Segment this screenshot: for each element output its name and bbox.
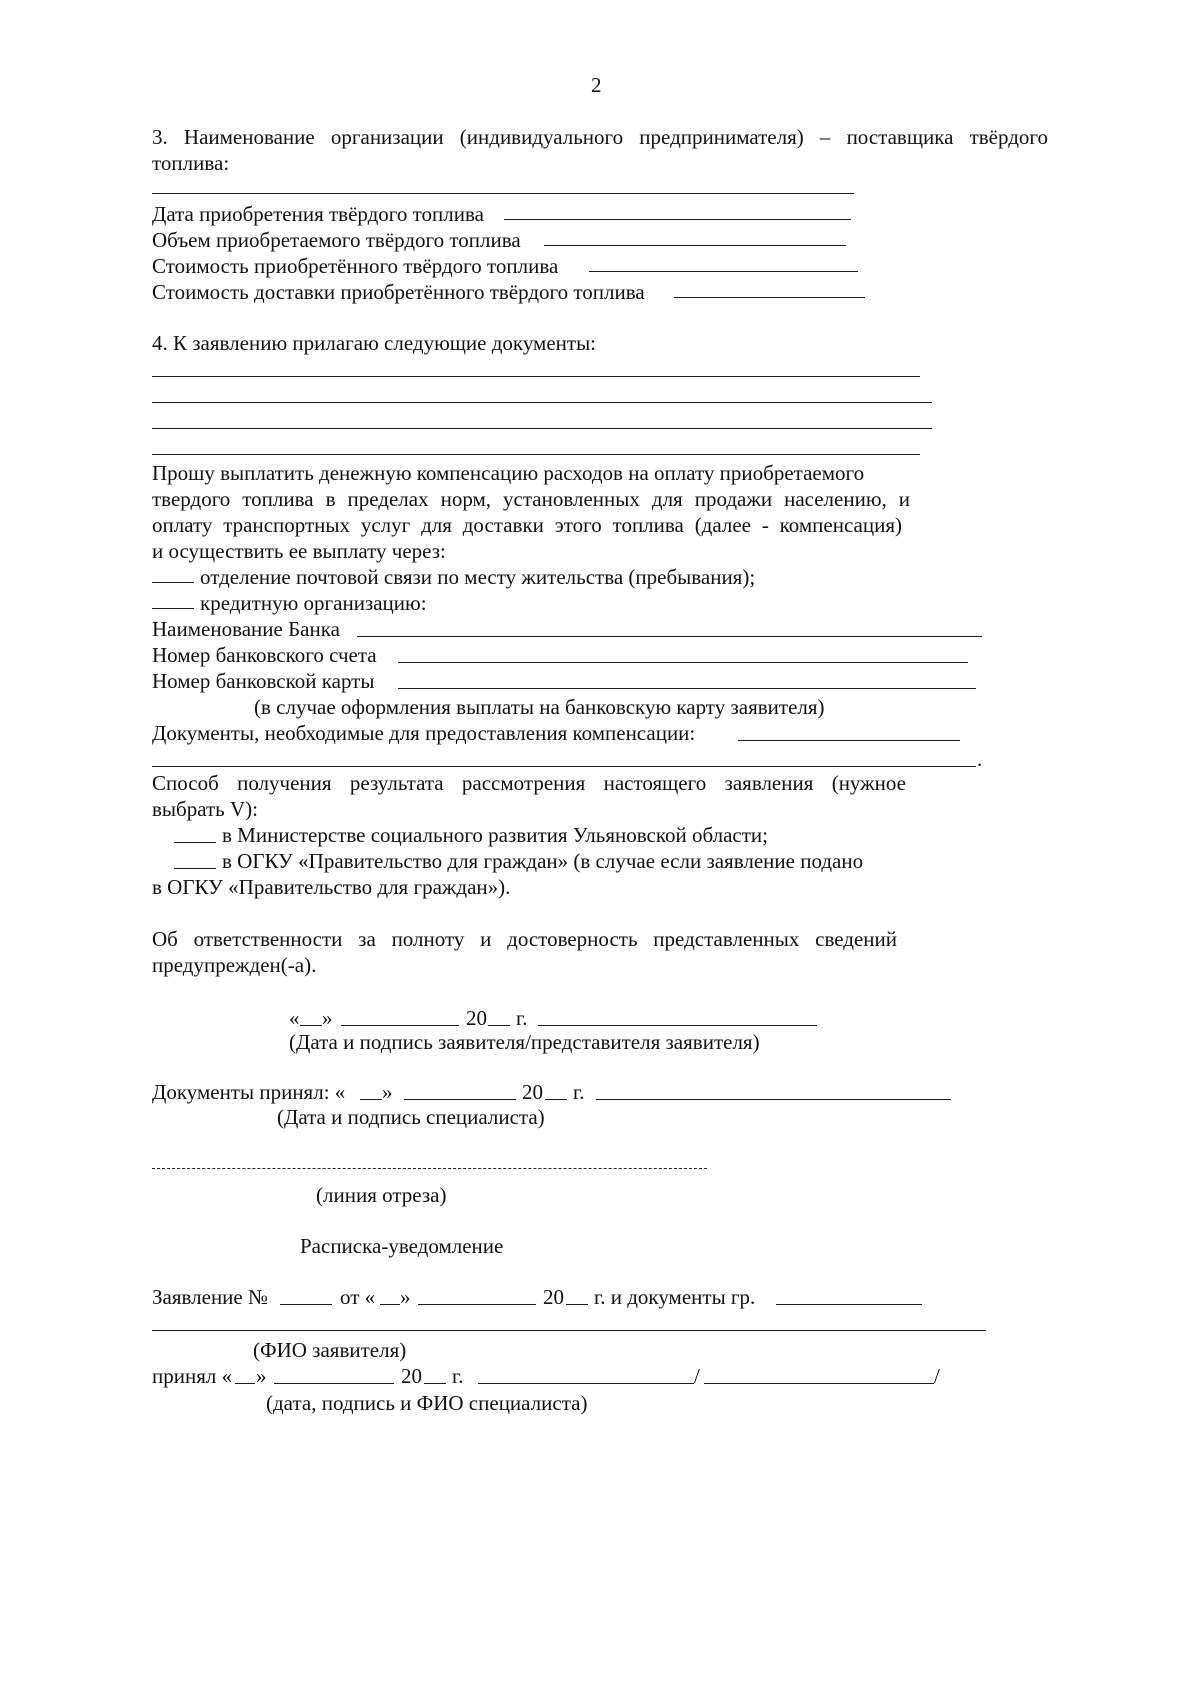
applicant-year-prefix: 20 bbox=[466, 1006, 487, 1030]
card-number-field[interactable] bbox=[398, 688, 976, 689]
request-line-1: Прошу выплатить денежную компенсацию расходов на оплату приобретаемого bbox=[152, 461, 865, 485]
receipt-slash-2: / bbox=[934, 1364, 940, 1388]
receipt-slash-1: / bbox=[694, 1364, 700, 1388]
delivery-cost-label: Стоимость доставки приобретённого твёрдого топлива bbox=[152, 280, 645, 304]
accepted-year-prefix: 20 bbox=[522, 1080, 543, 1104]
receipt-year-field[interactable] bbox=[566, 1304, 588, 1305]
cut-line bbox=[152, 1168, 707, 1169]
accepted-label: Документы принял: « bbox=[152, 1080, 346, 1104]
supplier-name-field[interactable] bbox=[152, 193, 854, 194]
applicant-date-quote-open: « bbox=[289, 1006, 300, 1030]
ogku-checkbox-line[interactable] bbox=[174, 868, 216, 869]
bank-name-field[interactable] bbox=[357, 636, 982, 637]
applicant-year-field[interactable] bbox=[488, 1025, 510, 1026]
account-number-field[interactable] bbox=[398, 662, 968, 663]
card-number-label: Номер банковской карты bbox=[152, 669, 375, 693]
card-note: (в случае оформления выплаты на банковскую карту заявителя) bbox=[254, 695, 825, 719]
accepted-signature-caption: (Дата и подпись специалиста) bbox=[277, 1105, 545, 1129]
applicant-day-field[interactable] bbox=[300, 1025, 322, 1026]
volume-label: Объем приобретаемого твёрдого топлива bbox=[152, 228, 521, 252]
request-line-3: оплату транспортных услуг для доставки этого топлива (далее - компенсация) bbox=[152, 513, 902, 537]
accepted-year-field[interactable] bbox=[545, 1099, 567, 1100]
delivery-cost-field[interactable] bbox=[674, 297, 865, 298]
volume-field[interactable] bbox=[544, 245, 846, 246]
receipt-statement-number-field[interactable] bbox=[280, 1304, 332, 1305]
section3-heading-line2: топлива: bbox=[152, 151, 230, 175]
receipt-and-docs-label: г. и документы гр. bbox=[594, 1285, 756, 1309]
receipt-accepted-year-field[interactable] bbox=[424, 1383, 446, 1384]
receipt-month-field[interactable] bbox=[418, 1304, 536, 1305]
trailing-dot: . bbox=[977, 747, 983, 771]
post-office-checkbox-line[interactable] bbox=[152, 582, 194, 583]
page-number: 2 bbox=[591, 73, 602, 97]
ogku-option-label: в ОГКУ «Правительство для граждан» (в случае если заявление подано bbox=[222, 849, 864, 873]
receipt-accepted-year-suffix: г. bbox=[452, 1364, 464, 1388]
applicant-signature-field[interactable] bbox=[538, 1025, 817, 1026]
attached-documents-line-1[interactable] bbox=[152, 376, 920, 377]
accepted-quote-close: » bbox=[382, 1080, 393, 1104]
accepted-day-field[interactable] bbox=[360, 1099, 382, 1100]
credit-org-option-label: кредитную организацию: bbox=[200, 591, 427, 615]
request-line-4: и осуществить ее выплату через: bbox=[152, 539, 446, 563]
documents-required-field[interactable] bbox=[738, 740, 960, 741]
receipt-fio-caption: (ФИО заявителя) bbox=[253, 1338, 407, 1362]
cost-field[interactable] bbox=[589, 271, 858, 272]
section4-heading: 4. К заявлению прилагаю следующие документы: bbox=[152, 331, 597, 355]
ministry-checkbox-line[interactable] bbox=[174, 842, 216, 843]
section3-heading-line1: 3. Наименование организации (индивидуального предпринимателя) – поставщика твёрдого bbox=[152, 125, 1048, 149]
attached-documents-line-4[interactable] bbox=[152, 454, 920, 455]
documents-required-label: Документы, необходимые для предоставления компенсации: bbox=[152, 721, 696, 745]
accepted-year-suffix: г. bbox=[573, 1080, 585, 1104]
applicant-date-quote-close: » bbox=[322, 1006, 333, 1030]
attached-documents-line-3[interactable] bbox=[152, 428, 932, 429]
receipt-specialist-date-field[interactable] bbox=[478, 1383, 694, 1384]
ogku-option-label-continued: в ОГКУ «Правительство для граждан»). bbox=[152, 875, 511, 899]
applicant-month-field[interactable] bbox=[341, 1025, 459, 1026]
purchase-date-label: Дата приобретения твёрдого топлива bbox=[152, 202, 484, 226]
documents-required-field-2[interactable] bbox=[152, 766, 976, 767]
receipt-accepted-day-field[interactable] bbox=[235, 1383, 255, 1384]
receipt-citizen-field[interactable] bbox=[776, 1304, 922, 1305]
result-method-line-2: выбрать V): bbox=[152, 797, 258, 821]
receipt-title: Расписка-уведомление bbox=[300, 1234, 504, 1258]
receipt-accepted-quote-close: » bbox=[256, 1364, 267, 1388]
accepted-month-field[interactable] bbox=[404, 1099, 516, 1100]
account-number-label: Номер банковского счета bbox=[152, 643, 377, 667]
receipt-specialist-signature-field[interactable] bbox=[704, 1383, 934, 1384]
receipt-from-label: от « bbox=[340, 1285, 376, 1309]
applicant-signature-caption: (Дата и подпись заявителя/представителя заявителя) bbox=[289, 1030, 760, 1054]
receipt-statement-label: Заявление № bbox=[152, 1285, 269, 1309]
result-method-line-1: Способ получения результата рассмотрения настоящего заявления (нужное bbox=[152, 771, 906, 795]
credit-org-checkbox-line[interactable] bbox=[152, 608, 194, 609]
receipt-accepted-label: принял « bbox=[152, 1364, 233, 1388]
cost-label: Стоимость приобретённого твёрдого топлива bbox=[152, 254, 559, 278]
attached-documents-line-2[interactable] bbox=[152, 402, 932, 403]
purchase-date-field[interactable] bbox=[504, 219, 851, 220]
applicant-year-suffix: г. bbox=[516, 1006, 528, 1030]
ministry-option-label: в Министерстве социального развития Ульяновской области; bbox=[222, 823, 768, 847]
cut-line-label: (линия отреза) bbox=[316, 1183, 447, 1207]
responsibility-line-1: Об ответственности за полноту и достоверность представленных сведений bbox=[152, 927, 897, 951]
responsibility-line-2: предупрежден(-а). bbox=[152, 953, 317, 977]
receipt-year-prefix: 20 bbox=[543, 1285, 564, 1309]
receipt-accepted-year-prefix: 20 bbox=[401, 1364, 422, 1388]
receipt-specialist-caption: (дата, подпись и ФИО специалиста) bbox=[266, 1391, 588, 1415]
accepted-signature-field[interactable] bbox=[596, 1099, 951, 1100]
receipt-day-field[interactable] bbox=[380, 1304, 400, 1305]
bank-name-label: Наименование Банка bbox=[152, 617, 340, 641]
receipt-citizen-fio-field[interactable] bbox=[152, 1330, 986, 1331]
request-line-2: твердого топлива в пределах норм, установленных для продажи населению, и bbox=[152, 487, 910, 511]
receipt-accepted-month-field[interactable] bbox=[274, 1383, 394, 1384]
receipt-quote-close: » bbox=[400, 1285, 411, 1309]
post-office-option-label: отделение почтовой связи по месту жительства (пребывания); bbox=[200, 565, 756, 589]
